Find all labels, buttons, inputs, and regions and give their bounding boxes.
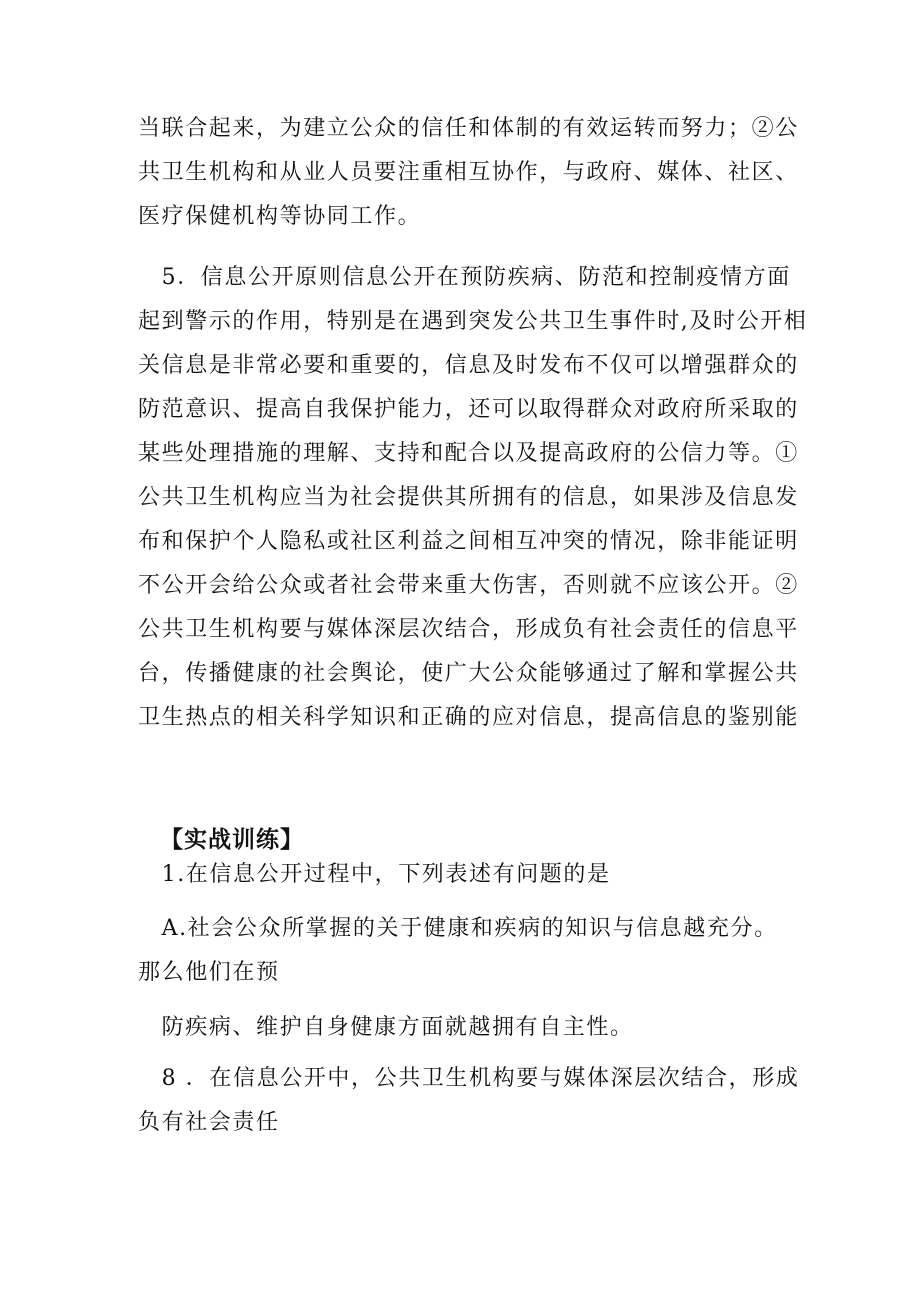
text-line: 5．信息公开原则信息公开在预防疾病、防范和控制疫情方面 xyxy=(138,265,791,290)
question-8 xyxy=(138,1057,798,1145)
text-line: 公共卫生机构要与媒体深层次结合，形成负有社会责任的信息平 xyxy=(138,617,799,642)
text-line: 某些处理措施的理解、支持和配合以及提高政府的公信力等。① xyxy=(138,441,799,466)
text-line: 医疗保健机构等协同工作。 xyxy=(138,204,422,229)
text-line: 1.在信息公开过程中，下列表述有问题的是 xyxy=(138,862,611,887)
text-line: 共卫生机构和从业人员要注重相互协作，与政府、媒体、社区、 xyxy=(138,160,799,185)
text-line: 防范意识、提高自我保护能力，还可以取得群众对政府所采取的 xyxy=(138,397,799,422)
question-1 xyxy=(138,853,798,897)
text-line: A.社会公众所掌握的关于健康和疾病的知识与信息越充分。 xyxy=(138,916,778,941)
text-line: 不公开会给公众或者社会带来重大伤害，否则就不应该公开。② xyxy=(138,573,799,598)
paragraph-information-disclosure xyxy=(138,256,808,740)
text-line: 关信息是非常必要和重要的，信息及时发布不仅可以增强群众的 xyxy=(138,353,799,378)
text-line: 卫生热点的相关科学知识和正确的应对信息，提高信息的鉴别能 xyxy=(138,705,799,730)
text-line: 负有社会责任 xyxy=(138,1110,280,1135)
text-line: 布和保护个人隐私或社区利益之间相互冲突的情况，除非能证明 xyxy=(138,529,799,554)
text-line: 当联合起来，为建立公众的信任和体制的有效运转而努力；②公 xyxy=(138,116,799,141)
section-heading: 【实战训练】 xyxy=(160,827,304,853)
option-a xyxy=(138,907,798,995)
text-line: 起到警示的作用，特别是在遇到突发公共卫生事件时,及时公开相 xyxy=(138,309,808,334)
paragraph-intro xyxy=(138,107,798,239)
option-a-continued xyxy=(138,1006,798,1050)
text-line: 那么他们在预 xyxy=(138,960,280,985)
text-line: 公共卫生机构应当为社会提供其所拥有的信息，如果涉及信息发 xyxy=(138,485,799,510)
text-line: 8 ．在信息公开中，公共卫生机构要与媒体深层次结合，形成 xyxy=(138,1066,800,1091)
text-line: 防疾病、维护自身健康方面就越拥有自主性。 xyxy=(138,1015,634,1040)
text-line: 台，传播健康的社会舆论，使广大公众能够通过了解和掌握公共 xyxy=(138,661,799,686)
